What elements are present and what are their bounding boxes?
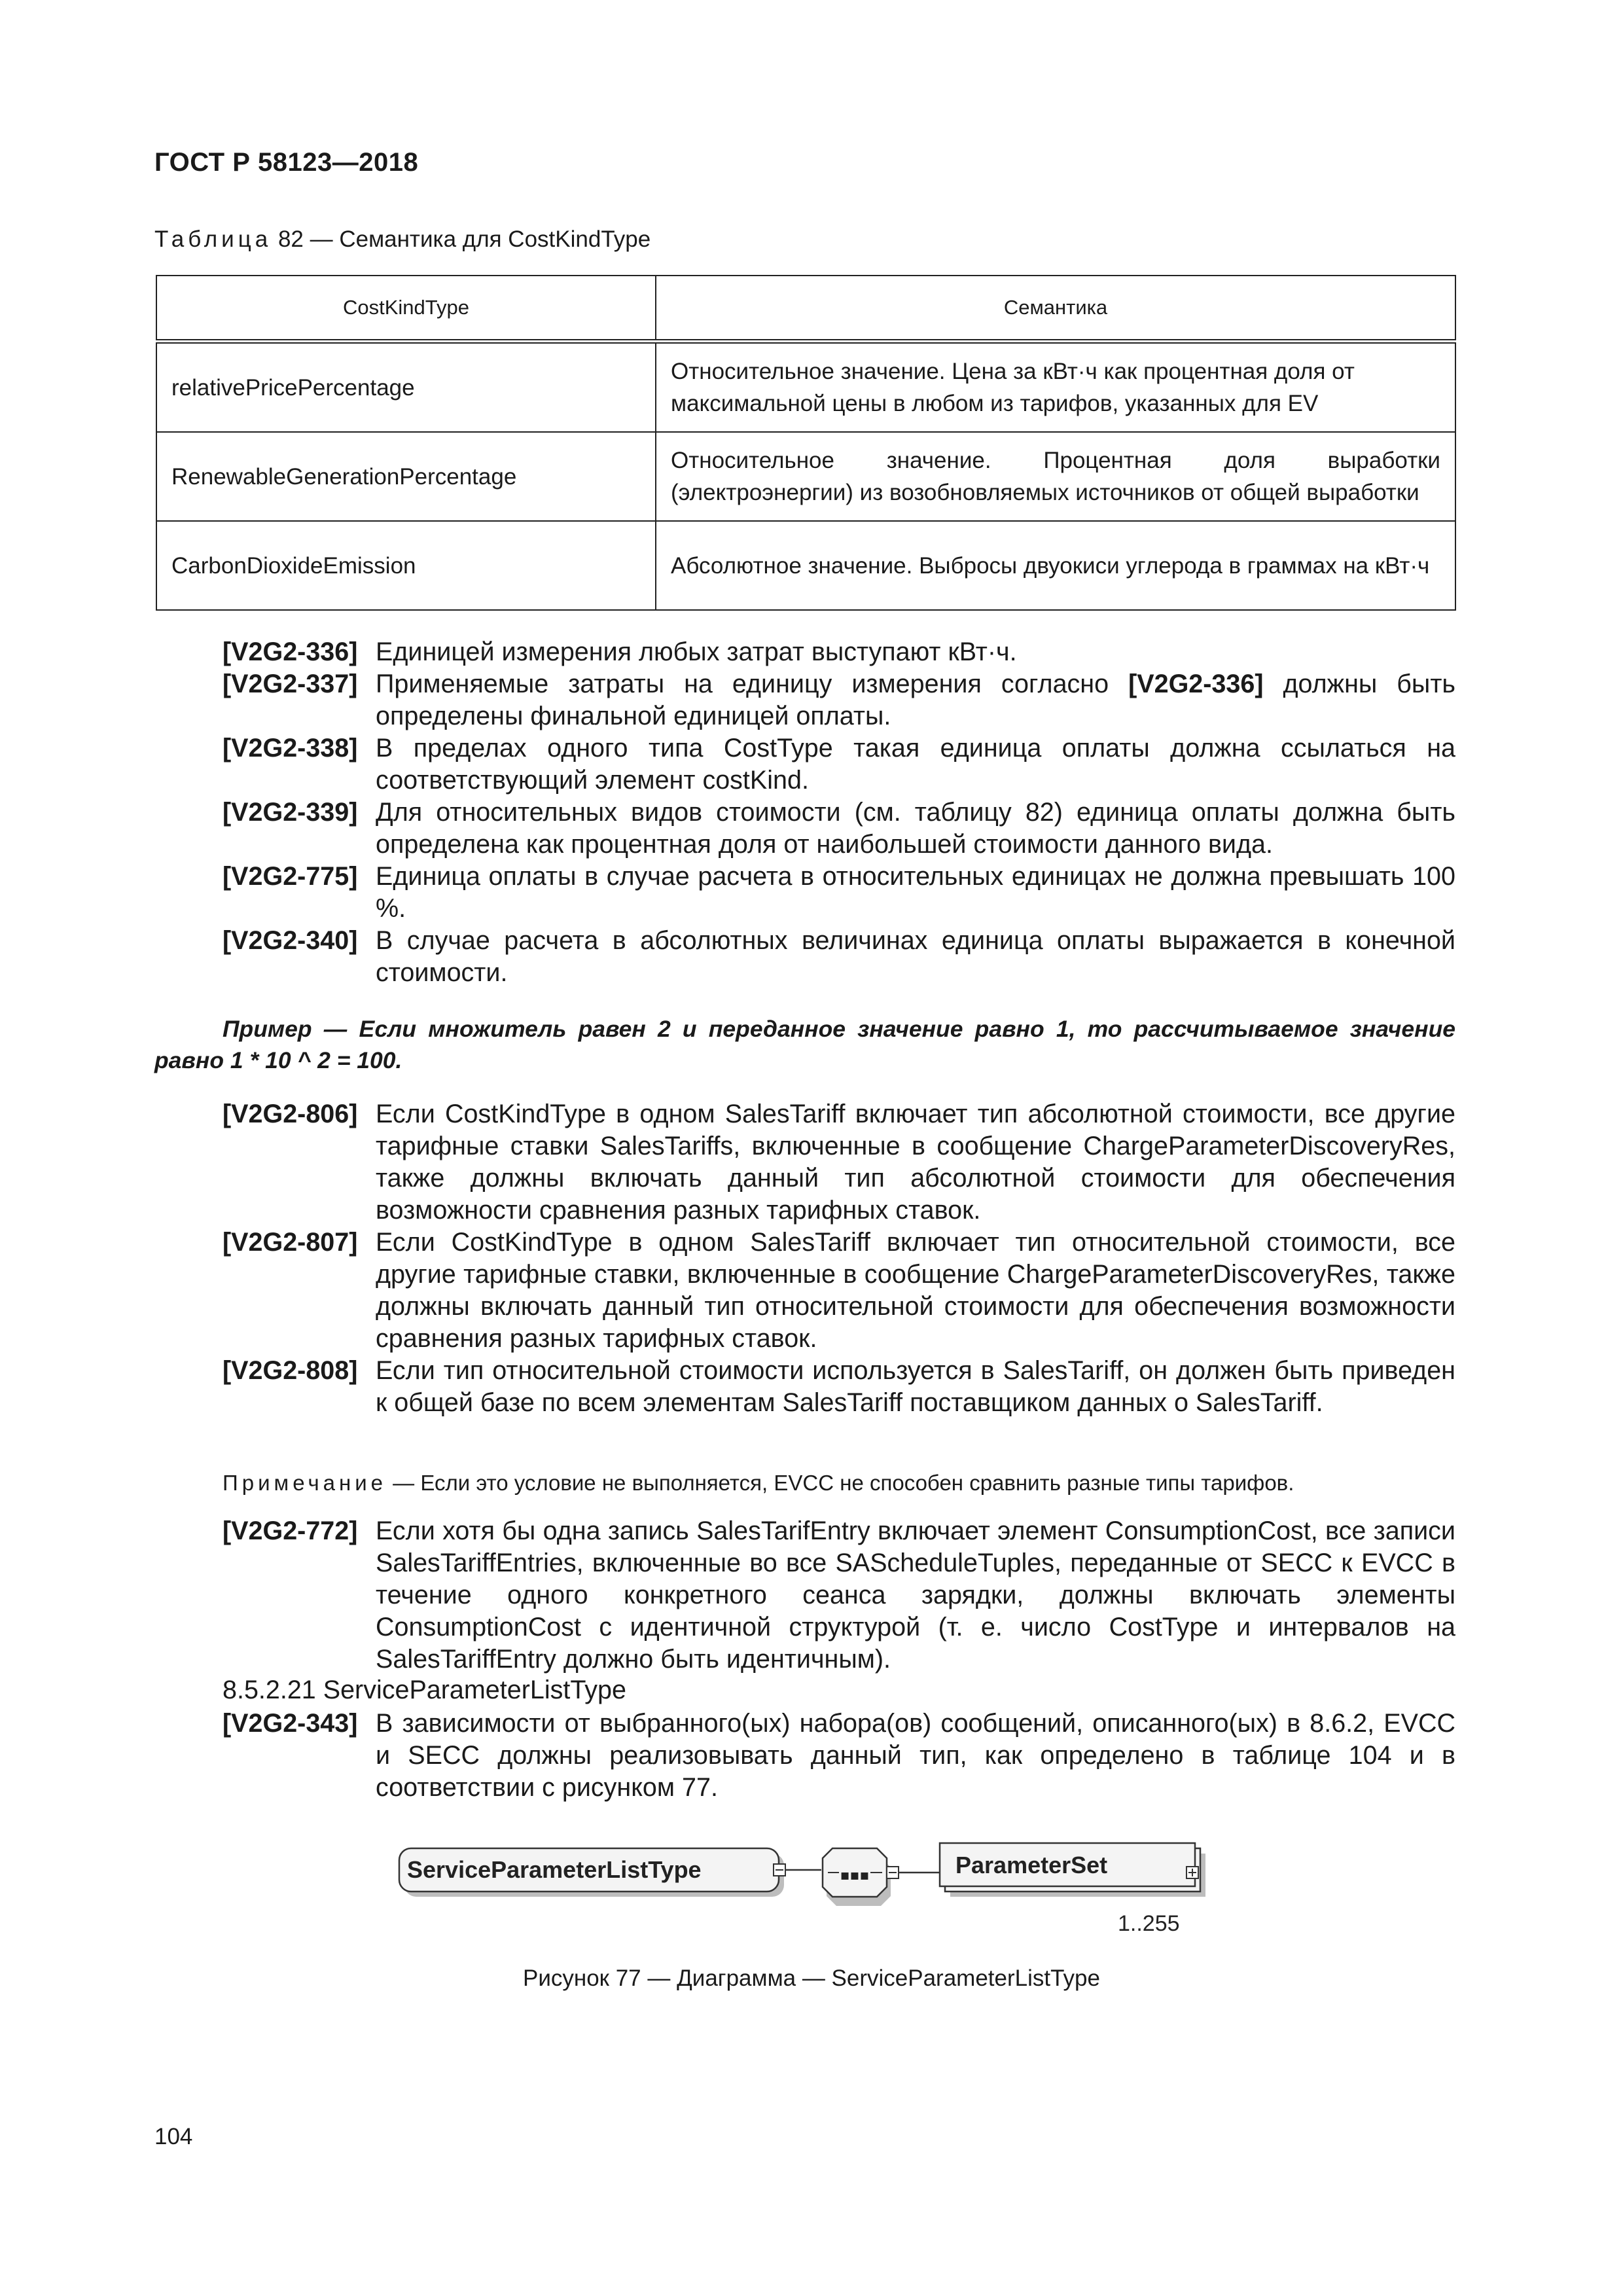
requirement-code: [V2G2-337] xyxy=(223,670,358,698)
note-paragraph xyxy=(223,1471,1294,1496)
table-header-row xyxy=(156,276,1455,342)
requirement-code: [V2G2-775] xyxy=(223,862,358,891)
requirement-item xyxy=(154,1515,1455,1676)
requirement-text: Если CostKindType в одном SalesTariff включает тип абсолютной стоимости, все другие тарифные ставки SalesTariffs, включенные в сообщение ChargeParameterDiscoveryRes, также должны включать данный тип абсолютной стоимости для обеспечения возможности сравнения разных тарифных ставок. xyxy=(376,1100,1455,1225)
table-cell-semantics: Относительное значение. Процентная доля выработки (электроэнергии) из возобновляемых источников от общей выработки xyxy=(656,432,1455,521)
requirement-text: Если CostKindType в одном SalesTariff включает тип относительной стоимости, все другие тарифные ставки, включенные в сообщение ChargeParameterDiscoveryRes, также должны включать данный тип относительной стоимости для обеспечения возможности сравнения разных тарифных ставок. xyxy=(376,1228,1455,1353)
requirement-text: Для относительных видов стоимости (см. таблицу 82) единица оплаты должна быть определена как процентная доля от наибольшей стоимости данного вида. xyxy=(376,798,1455,859)
diagram-left-box-label: ServiceParameterListType xyxy=(407,1856,702,1883)
requirement-item xyxy=(154,1098,1455,1227)
table-row xyxy=(156,342,1455,433)
requirement-code: [V2G2-343] xyxy=(223,1709,358,1738)
table-row xyxy=(156,432,1455,521)
page-number: 104 xyxy=(154,2124,193,2149)
table-cell-semantics: Относительное значение. Цена за кВт·ч как процентная доля от максимальной цены в любом из тарифов, указанных для EV xyxy=(656,342,1455,433)
requirement-item xyxy=(154,1227,1455,1355)
requirement-item xyxy=(154,668,1455,732)
table-cell-type: CarbonDioxideEmission xyxy=(156,521,656,610)
requirement-item xyxy=(154,1708,1455,1804)
document-header: ГОСТ Р 58123—2018 xyxy=(154,148,419,177)
table-cell-type: relativePricePercentage xyxy=(156,342,656,433)
requirement-code: [V2G2-807] xyxy=(223,1228,358,1257)
table-cell-type: RenewableGenerationPercentage xyxy=(156,432,656,521)
requirement-text: В пределах одного типа CostType такая единица оплаты должна ссылаться на соответствующий элемент costKind. xyxy=(376,734,1455,795)
requirement-item xyxy=(154,797,1455,861)
requirement-item xyxy=(154,925,1455,989)
table-header-semantics: Семантика xyxy=(656,276,1455,342)
requirement-text: Применяемые затраты на единицу измерения согласно [V2G2-336] должны быть определены финальной единицей оплаты. xyxy=(376,670,1455,730)
table-cell-semantics: Абсолютное значение. Выбросы двуокиси углерода в граммах на кВт·ч xyxy=(656,521,1455,610)
requirement-code: [V2G2-338] xyxy=(223,734,358,762)
requirement-reference: [V2G2-336] xyxy=(1128,670,1264,698)
note-text: — Если это условие не выполняется, EVCC не способен сравнить разные типы тарифов. xyxy=(387,1471,1294,1495)
schema-diagram xyxy=(393,1839,1243,1957)
figure-caption: Рисунок 77 — Диаграмма — ServiceParameterListType xyxy=(522,1965,1100,1991)
diagram-right-box-label: ParameterSet xyxy=(955,1852,1108,1878)
requirement-code: [V2G2-336] xyxy=(223,637,358,666)
example-paragraph: Пример — Если множитель равен 2 и переданное значение равно 1, то рассчитываемое значение равно 1 * 10 ^ 2 = 100. xyxy=(154,1016,1455,1073)
note-label: Примечание xyxy=(223,1471,387,1495)
table-header-costkindtype: CostKindType xyxy=(156,276,656,342)
diagram-sequence-icon: ▪▪▪ xyxy=(840,1867,870,1884)
requirement-item xyxy=(154,1355,1455,1419)
requirement-code: [V2G2-808] xyxy=(223,1356,358,1385)
costkind-semantics-table xyxy=(156,275,1456,611)
requirement-text: В случае расчета в абсолютных величинах единица оплаты выражается в конечной стоимости. xyxy=(376,926,1455,987)
requirement-code: [V2G2-340] xyxy=(223,926,358,955)
requirement-text: Если хотя бы одна запись SalesTarifEntry включает элемент ConsumptionCost, все записи SalesTariffEntries, включенные во все SAScheduleTuples, переданные от SECC к EVCC в течение одного конкретного сеанса зарядки, должны включать элементы ConsumptionCost с идентичной структурой (т. е. число CostType и интервалов на SalesTariffEntry должно быть идентичным). xyxy=(376,1516,1455,1674)
table-caption xyxy=(154,226,651,253)
table-caption-label: Таблица xyxy=(154,226,272,252)
table-row xyxy=(156,521,1455,610)
requirement-item xyxy=(154,636,1455,668)
requirement-code: [V2G2-772] xyxy=(223,1516,358,1545)
table-caption-text: 82 — Семантика для CostKindType xyxy=(272,226,651,252)
section-heading: 8.5.2.21 ServiceParameterListType xyxy=(223,1676,626,1704)
requirement-code: [V2G2-806] xyxy=(223,1100,358,1128)
requirement-item xyxy=(154,861,1455,925)
requirement-text: В зависимости от выбранного(ых) набора(ов) сообщений, описанного(ых) в 8.6.2, EVCC и SECC должны реализовывать данный тип, как определено в таблице 104 и в соответствии с рисунком 77. xyxy=(376,1709,1455,1802)
requirement-item xyxy=(154,732,1455,797)
requirement-text: Если тип относительной стоимости используется в SalesTariff, он должен быть приведен к общей базе по всем элементам SalesTariff поставщиком данных о SalesTariff. xyxy=(376,1356,1455,1417)
diagram-multiplicity: 1..255 xyxy=(1118,1911,1180,1936)
requirement-code: [V2G2-339] xyxy=(223,798,358,827)
requirement-text: Единица оплаты в случае расчета в относительных единицах не должна превышать 100 %. xyxy=(376,862,1455,923)
requirement-text: Единицей измерения любых затрат выступают кВт·ч. xyxy=(376,637,1017,666)
